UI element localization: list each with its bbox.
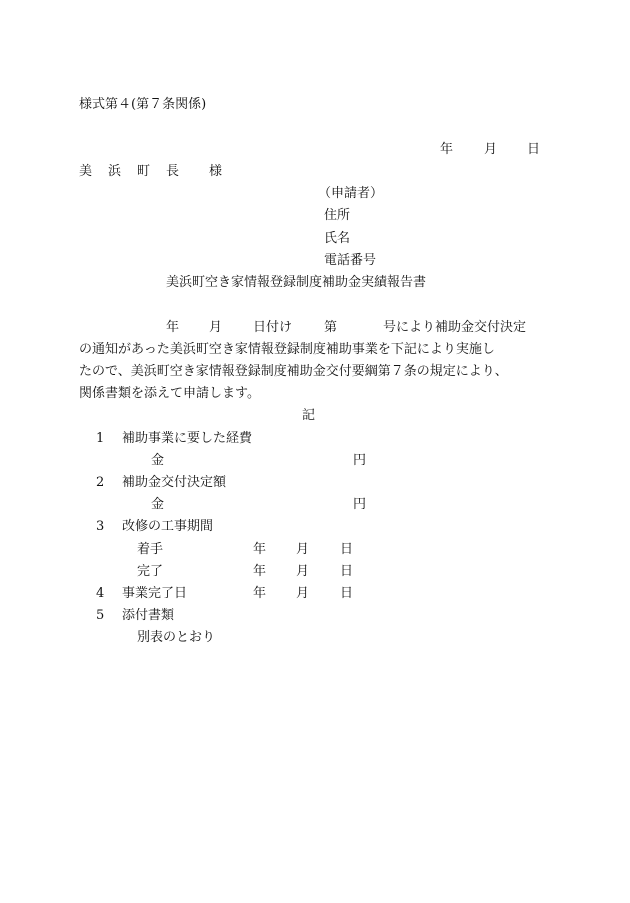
completion-year-label: 年: [253, 586, 267, 601]
period-start-label: 着手: [137, 542, 164, 557]
item-label: 補助金交付決定額: [122, 475, 227, 490]
applicant-address-label: 住所: [324, 208, 351, 223]
item-number: 5: [96, 608, 105, 623]
applicant-name-label: 氏名: [324, 231, 351, 246]
item-label: 補助事業に要した経費: [122, 431, 253, 446]
period-end-label: 完了: [137, 564, 164, 579]
period-month-label: 月: [296, 542, 310, 557]
attachment-detail: 別表のとおり: [137, 630, 216, 645]
completion-day-label: 日: [340, 586, 354, 601]
addressee-char: 長: [166, 164, 180, 179]
period-day-label: 日: [340, 542, 354, 557]
form-label: 様式第４(第７条関係): [79, 97, 207, 112]
item-label: 改修の工事期間: [122, 519, 214, 534]
addressee-char: 町: [137, 164, 151, 179]
body-date-suffix: 日付け: [253, 320, 293, 335]
period-month-label: 月: [296, 564, 310, 579]
date-month-label: 月: [484, 142, 498, 157]
item-label: 事業完了日: [122, 586, 188, 601]
body-year-label: 年: [166, 320, 180, 335]
body-line1-rest: 号により補助金交付決定: [383, 320, 527, 335]
body-line: たので、美浜町空き家情報登録制度補助金交付要綱第７条の規定により、: [79, 364, 508, 379]
completion-month-label: 月: [296, 586, 310, 601]
body-line: の通知があった美浜町空き家情報登録制度補助事業を下記により実施し: [79, 342, 495, 357]
addressee-char: 浜: [108, 164, 122, 179]
item-number: 1: [96, 431, 105, 446]
applicant-phone-label: 電話番号: [324, 253, 377, 268]
ki-heading: 記: [302, 408, 316, 423]
item-label: 添付書類: [122, 608, 175, 623]
period-year-label: 年: [253, 564, 267, 579]
addressee-honorific: 様: [209, 164, 223, 179]
date-year-label: 年: [440, 142, 454, 157]
applicant-heading: （申請者）: [318, 186, 384, 201]
date-day-label: 日: [527, 142, 541, 157]
body-month-label: 月: [209, 320, 223, 335]
body-dai-label: 第: [324, 320, 338, 335]
amount-yen-label: 円: [353, 497, 367, 512]
document-title: 美浜町空き家情報登録制度補助金実績報告書: [166, 275, 427, 290]
period-day-label: 日: [340, 564, 354, 579]
amount-kin-label: 金: [151, 497, 165, 512]
amount-kin-label: 金: [151, 453, 165, 468]
period-year-label: 年: [253, 542, 267, 557]
item-number: 4: [96, 586, 105, 601]
addressee-char: 美: [79, 164, 93, 179]
item-number: 3: [96, 519, 105, 534]
amount-yen-label: 円: [353, 453, 367, 468]
body-line: 関係書類を添えて申請します。: [79, 386, 260, 401]
item-number: 2: [96, 475, 105, 490]
